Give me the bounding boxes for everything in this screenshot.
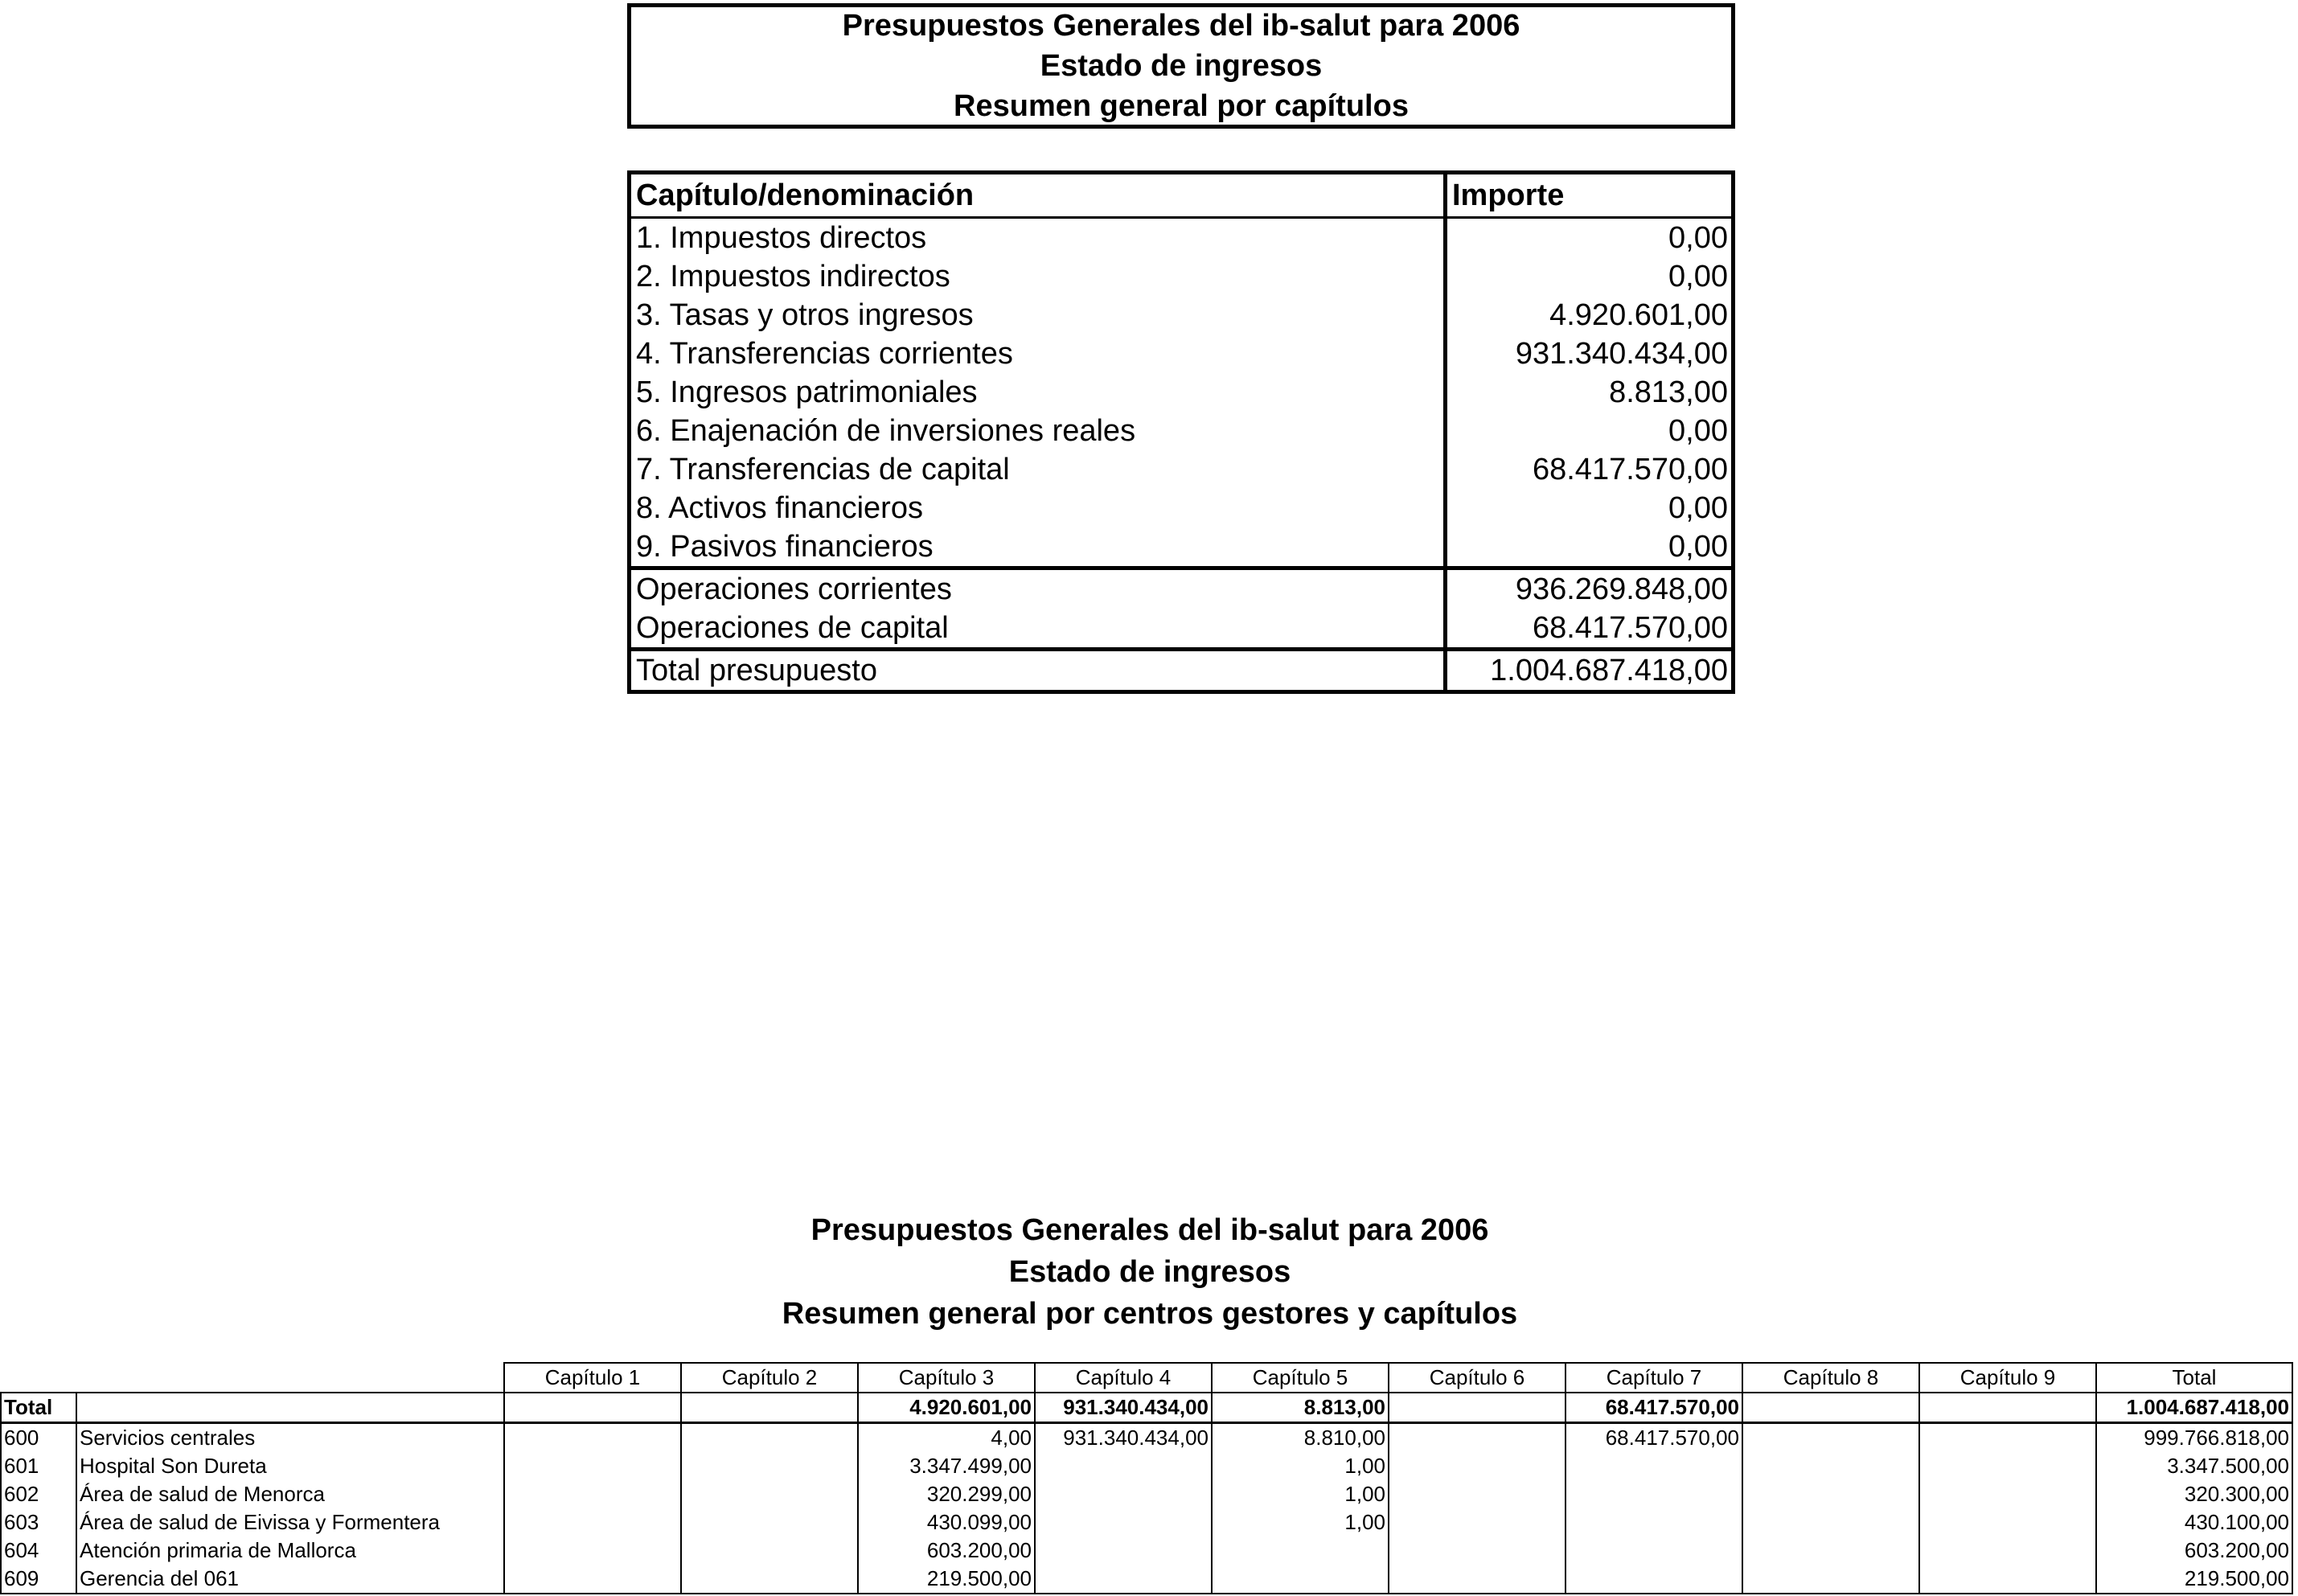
chapter-1-cell	[504, 1480, 681, 1508]
row-total-cell: 430.100,00	[2096, 1508, 2292, 1537]
row-total-cell: 603.200,00	[2096, 1537, 2292, 1565]
center-code: 604	[1, 1537, 76, 1565]
chapter-3-cell: 603.200,00	[858, 1537, 1035, 1565]
section2-subtitle: Estado de ingresos	[1008, 1255, 1291, 1289]
column-header-chapter-7: Capítulo 7	[1566, 1363, 1742, 1393]
chapter-label: 9. Pasivos financieros	[630, 527, 1446, 568]
chapter-7-cell: 68.417.570,00	[1566, 1423, 1742, 1453]
chapter-8-cell	[1742, 1508, 1919, 1537]
row-total-cell: 999.766.818,00	[2096, 1423, 2292, 1453]
row-total-cell: 1.004.687.418,00	[2096, 1393, 2292, 1423]
total-row	[1, 1393, 2292, 1423]
chapter-2-cell	[681, 1452, 858, 1480]
center-name	[76, 1393, 504, 1423]
total-budget-label: Total presupuesto	[630, 650, 1446, 692]
chapter-9-cell	[1919, 1565, 2096, 1594]
current-operations-label: Operaciones corrientes	[630, 568, 1446, 609]
chapter-label: 3. Tasas y otros ingresos	[630, 296, 1446, 334]
column-header-amount: Importe	[1446, 173, 1734, 218]
chapter-8-cell	[1742, 1393, 1919, 1423]
chapter-9-cell	[1919, 1537, 2096, 1565]
chapter-label: 8. Activos financieros	[630, 489, 1446, 527]
chapter-4-cell	[1035, 1537, 1212, 1565]
chapter-amount: 68.417.570,00	[1532, 453, 1728, 486]
chapter-1-cell	[504, 1423, 681, 1453]
center-name: Área de salud de Eivissa y Formentera	[76, 1508, 504, 1537]
table-row	[630, 450, 1734, 489]
chapter-amount: 0,00	[1668, 530, 1728, 564]
chapter-amount: 4.920.601,00	[1549, 298, 1728, 332]
table-row	[630, 527, 1734, 568]
table-row	[1, 1508, 2292, 1537]
chapter-1-cell	[504, 1565, 681, 1594]
chapter-2-cell	[681, 1393, 858, 1423]
chapter-label: 5. Ingresos patrimoniales	[630, 373, 1446, 412]
current-operations-amount: 936.269.848,00	[1446, 568, 1734, 609]
chapter-9-cell	[1919, 1393, 2096, 1423]
center-name: Atención primaria de Mallorca	[76, 1537, 504, 1565]
report-section-title: Resumen general por capítulos	[954, 89, 1409, 123]
chapter-2-cell	[681, 1508, 858, 1537]
table-row	[630, 489, 1734, 527]
row-total-cell: 219.500,00	[2096, 1565, 2292, 1594]
center-name: Gerencia del 061	[76, 1565, 504, 1594]
table-row	[630, 373, 1734, 412]
chapter-5-cell: 1,00	[1212, 1508, 1389, 1537]
chapter-6-cell	[1389, 1393, 1566, 1423]
capital-operations-row	[630, 609, 1734, 650]
chapter-6-cell	[1389, 1508, 1566, 1537]
chapter-4-cell: 931.340.434,00	[1035, 1393, 1212, 1423]
section2-section-title: Resumen general por centros gestores y capítulos	[782, 1297, 1518, 1331]
column-header-chapter-4: Capítulo 4	[1035, 1363, 1212, 1393]
center-code: 601	[1, 1452, 76, 1480]
chapter-amount: 0,00	[1668, 221, 1728, 255]
center-code: 600	[1, 1423, 76, 1453]
chapter-amount: 0,00	[1668, 414, 1728, 448]
center-name: Servicios centrales	[76, 1423, 504, 1453]
chapter-1-cell	[504, 1508, 681, 1537]
chapter-6-cell	[1389, 1480, 1566, 1508]
chapter-amount: 931.340.434,00	[1515, 337, 1728, 371]
chapter-1-cell	[504, 1393, 681, 1423]
chapter-8-cell	[1742, 1452, 1919, 1480]
chapter-5-cell: 1,00	[1212, 1452, 1389, 1480]
chapter-4-cell: 931.340.434,00	[1035, 1423, 1212, 1453]
chapter-4-cell	[1035, 1508, 1212, 1537]
chapter-8-cell	[1742, 1565, 1919, 1594]
chapter-5-cell: 8.813,00	[1212, 1393, 1389, 1423]
chapter-7-cell	[1566, 1565, 1742, 1594]
column-header-chapter-9: Capítulo 9	[1919, 1363, 2096, 1393]
center-name: Área de salud de Menorca	[76, 1480, 504, 1508]
chapter-2-cell	[681, 1480, 858, 1508]
column-header-chapter-5: Capítulo 5	[1212, 1363, 1389, 1393]
chapter-7-cell	[1566, 1508, 1742, 1537]
current-operations-row	[630, 568, 1734, 609]
chapter-8-cell	[1742, 1423, 1919, 1453]
chapter-8-cell	[1742, 1480, 1919, 1508]
chapter-label: 2. Impuestos indirectos	[630, 257, 1446, 296]
column-header-chapter-6: Capítulo 6	[1389, 1363, 1566, 1393]
column-header-name: Capítulo/denominación	[630, 173, 1446, 218]
chapter-label: 4. Transferencias corrientes	[630, 334, 1446, 373]
chapter-6-cell	[1389, 1537, 1566, 1565]
chapter-label: 1. Impuestos directos	[630, 218, 1446, 258]
chapter-7-cell	[1566, 1452, 1742, 1480]
chapter-3-cell: 219.500,00	[858, 1565, 1035, 1594]
summary-header-row	[630, 173, 1734, 218]
column-header-chapter-1: Capítulo 1	[504, 1363, 681, 1393]
center-code: 609	[1, 1565, 76, 1594]
chapter-7-cell	[1566, 1537, 1742, 1565]
detail-header-row	[1, 1363, 2292, 1393]
chapter-amount: 8.813,00	[1609, 375, 1728, 409]
report-title: Presupuestos Generales del ib-salut para 2006	[842, 9, 1520, 43]
row-total-cell: 320.300,00	[2096, 1480, 2292, 1508]
section2-title: Presupuestos Generales del ib-salut para 2006	[810, 1213, 1489, 1247]
table-row	[630, 218, 1734, 258]
column-header-chapter-2: Capítulo 2	[681, 1363, 858, 1393]
center-code: 603	[1, 1508, 76, 1537]
center-code: 602	[1, 1480, 76, 1508]
report-subtitle: Estado de ingresos	[1040, 49, 1323, 83]
chapter-6-cell	[1389, 1565, 1566, 1594]
chapter-summary-table	[627, 170, 1735, 694]
chapter-4-cell	[1035, 1452, 1212, 1480]
chapter-5-cell: 8.810,00	[1212, 1423, 1389, 1453]
chapter-5-cell	[1212, 1565, 1389, 1594]
chapter-8-cell	[1742, 1537, 1919, 1565]
chapter-3-cell: 430.099,00	[858, 1508, 1035, 1537]
total-budget-amount: 1.004.687.418,00	[1446, 650, 1734, 692]
section2-title-block	[627, 1209, 1672, 1335]
centers-by-chapter-table	[0, 1362, 2293, 1594]
chapter-6-cell	[1389, 1452, 1566, 1480]
chapter-9-cell	[1919, 1480, 2096, 1508]
table-row	[1, 1565, 2292, 1594]
chapter-3-cell: 3.347.499,00	[858, 1452, 1035, 1480]
center-name: Hospital Son Dureta	[76, 1452, 504, 1480]
chapter-2-cell	[681, 1565, 858, 1594]
chapter-label: 6. Enajenación de inversiones reales	[630, 412, 1446, 450]
capital-operations-label: Operaciones de capital	[630, 609, 1446, 650]
chapter-9-cell	[1919, 1508, 2096, 1537]
total-budget-row	[630, 650, 1734, 692]
column-header-chapter-3: Capítulo 3	[858, 1363, 1035, 1393]
table-row	[630, 296, 1734, 334]
row-total-cell: 3.347.500,00	[2096, 1452, 2292, 1480]
chapter-6-cell	[1389, 1423, 1566, 1453]
chapter-4-cell	[1035, 1565, 1212, 1594]
center-code: Total	[1, 1393, 76, 1423]
chapter-2-cell	[681, 1537, 858, 1565]
table-row	[630, 412, 1734, 450]
column-header-chapter-8: Capítulo 8	[1742, 1363, 1919, 1393]
chapter-7-cell	[1566, 1480, 1742, 1508]
table-row	[630, 334, 1734, 373]
chapter-amount: 0,00	[1668, 491, 1728, 525]
chapter-5-cell	[1212, 1537, 1389, 1565]
chapter-amount: 0,00	[1668, 260, 1728, 293]
table-row	[1, 1423, 2292, 1453]
report-title-box	[627, 3, 1735, 129]
table-row	[1, 1452, 2292, 1480]
chapter-3-cell: 4,00	[858, 1423, 1035, 1453]
chapter-1-cell	[504, 1537, 681, 1565]
chapter-9-cell	[1919, 1452, 2096, 1480]
chapter-2-cell	[681, 1423, 858, 1453]
column-header-total: Total	[2096, 1363, 2292, 1393]
chapter-7-cell: 68.417.570,00	[1566, 1393, 1742, 1423]
chapter-label: 7. Transferencias de capital	[630, 450, 1446, 489]
chapter-5-cell: 1,00	[1212, 1480, 1389, 1508]
chapter-3-cell: 320.299,00	[858, 1480, 1035, 1508]
chapter-3-cell: 4.920.601,00	[858, 1393, 1035, 1423]
chapter-4-cell	[1035, 1480, 1212, 1508]
table-row	[1, 1537, 2292, 1565]
chapter-1-cell	[504, 1452, 681, 1480]
capital-operations-amount: 68.417.570,00	[1532, 611, 1728, 645]
chapter-9-cell	[1919, 1423, 2096, 1453]
table-row	[1, 1480, 2292, 1508]
table-row	[630, 257, 1734, 296]
